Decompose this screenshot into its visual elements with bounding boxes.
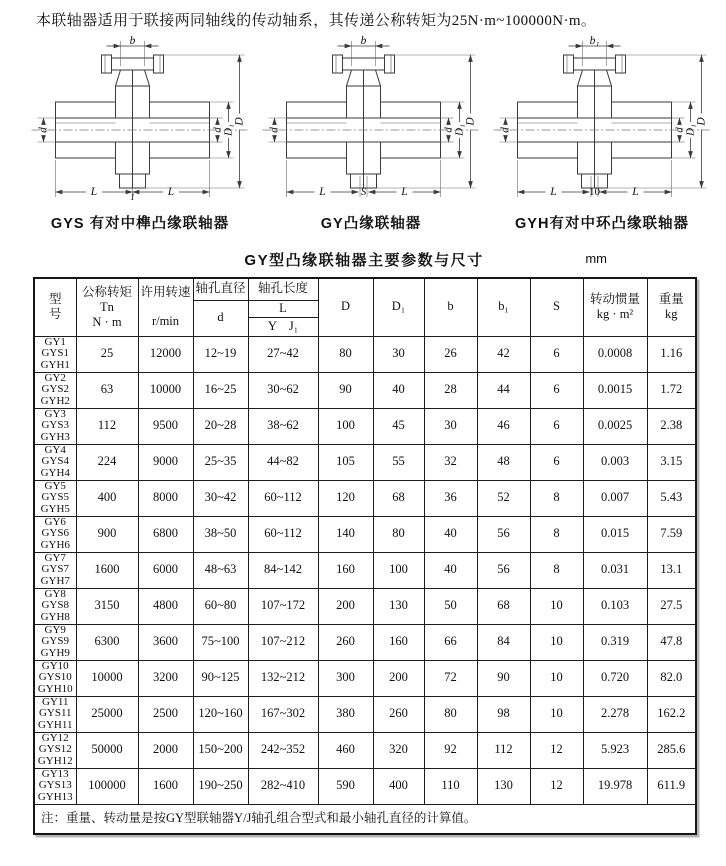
cell-torque: 400 [76, 480, 138, 516]
cell-bore-diameter: 60~80 [193, 588, 248, 624]
cell-speed: 8000 [138, 480, 193, 516]
cell-b1: 130 [477, 768, 530, 804]
figure-gy [257, 36, 485, 233]
cell-speed: 6000 [138, 552, 193, 588]
coupling-diagram-gyh [488, 36, 716, 208]
figures-row [0, 30, 726, 233]
figure-gys [26, 36, 254, 233]
dim-label: d [268, 127, 281, 133]
cell-D1: 68 [373, 480, 424, 516]
cell-torque: 3150 [76, 588, 138, 624]
cell-weight: 1.16 [647, 336, 696, 372]
cell-bore-length: 60~112 [248, 516, 318, 552]
cell-b: 50 [424, 588, 477, 624]
cell-bore-diameter: 48~63 [193, 552, 248, 588]
dim-label: d [673, 127, 686, 133]
cell-S: 8 [530, 516, 583, 552]
cell-D1: 320 [373, 732, 424, 768]
cell-bore-length: 30~62 [248, 372, 318, 408]
cell-weight: 5.43 [647, 480, 696, 516]
col-header-torque: 公称转矩 Tn N · m [76, 278, 138, 336]
table-title-row [33, 249, 695, 270]
cell-bore-length: 132~212 [248, 660, 318, 696]
cell-torque: 112 [76, 408, 138, 444]
cell-D1: 55 [373, 444, 424, 480]
cell-D: 80 [318, 336, 373, 372]
cell-torque: 25000 [76, 696, 138, 732]
cell-inertia: 0.015 [583, 516, 647, 552]
cell-inertia: 0.0008 [583, 336, 647, 372]
cell-model: GY4 GYS4 GYH4 [34, 444, 76, 480]
cell-inertia: 0.319 [583, 624, 647, 660]
cell-S: 6 [530, 336, 583, 372]
cell-D1: 30 [373, 336, 424, 372]
cell-speed: 12000 [138, 336, 193, 372]
coupling-diagram-gy [257, 36, 485, 208]
col-header-D: D [318, 278, 373, 336]
table-row [34, 624, 696, 660]
cell-D: 140 [318, 516, 373, 552]
coupling-diagram [488, 36, 716, 208]
col-header-bore-length: 轴孔长度 [248, 278, 318, 300]
cell-speed: 4800 [138, 588, 193, 624]
cell-inertia: 0.103 [583, 588, 647, 624]
cell-S: 12 [530, 768, 583, 804]
cell-b1: 44 [477, 372, 530, 408]
cell-model: GY9 GYS9 GYH9 [34, 624, 76, 660]
cell-model: GY3 GYS3 GYH3 [34, 408, 76, 444]
cell-model: GY6 GYS6 GYH6 [34, 516, 76, 552]
table-title: GY型凸缘联轴器主要参数与尺寸 [244, 252, 484, 269]
cell-S: 10 [530, 624, 583, 660]
table-row [34, 336, 696, 372]
cell-torque: 10000 [76, 660, 138, 696]
figure-caption-gy: GY凸缘联轴器 [320, 216, 422, 232]
cell-bore-diameter: 25~35 [193, 444, 248, 480]
cell-speed: 9000 [138, 444, 193, 480]
cell-bore-length: 60~112 [248, 480, 318, 516]
cell-bore-length: 107~172 [248, 588, 318, 624]
col-header-S: S [530, 278, 583, 336]
cell-b1: 112 [477, 732, 530, 768]
cell-bore-length: 38~62 [248, 408, 318, 444]
cell-b: 80 [424, 696, 477, 732]
col-header-bore-diameter: 轴孔直径 [193, 278, 248, 300]
cell-bore-length: 44~82 [248, 444, 318, 480]
cell-model: GY7 GYS7 GYH7 [34, 552, 76, 588]
table-row [34, 696, 696, 732]
cell-bore-length: 242~352 [248, 732, 318, 768]
table-row [34, 444, 696, 480]
cell-inertia: 19.978 [583, 768, 647, 804]
col-header-L: L [248, 300, 318, 317]
cell-weight: 611.9 [647, 768, 696, 804]
cell-inertia: 5.923 [583, 732, 647, 768]
cell-b1: 42 [477, 336, 530, 372]
cell-b: 30 [424, 408, 477, 444]
cell-bore-diameter: 38~50 [193, 516, 248, 552]
cell-D1: 160 [373, 624, 424, 660]
col-header-weight: 重量 kg [647, 278, 696, 336]
cell-bore-diameter: 150~200 [193, 732, 248, 768]
cell-weight: 162.2 [647, 696, 696, 732]
cell-D: 460 [318, 732, 373, 768]
cell-weight: 285.6 [647, 732, 696, 768]
cell-torque: 63 [76, 372, 138, 408]
dim-label-top: b [129, 36, 136, 47]
cell-model: GY12 GYS12 GYH12 [34, 732, 76, 768]
table-note: 注：重量、转动量是按GY型联轴器Y/J轴孔组合型式和最小轴孔直径的计算值。 [34, 804, 696, 834]
cell-b1: 68 [477, 588, 530, 624]
cell-S: 6 [530, 444, 583, 480]
cell-b1: 56 [477, 516, 530, 552]
figure-caption-gys: GYS 有对中榫凸缘联轴器 [50, 216, 230, 232]
dim-label: D₁ [684, 124, 697, 136]
cell-torque: 50000 [76, 732, 138, 768]
cell-weight: 82.0 [647, 660, 696, 696]
cell-b: 36 [424, 480, 477, 516]
cell-bore-diameter: 30~42 [193, 480, 248, 516]
dim-label: L [167, 186, 175, 198]
dim-label-gap: 10 [589, 186, 600, 198]
cell-weight: 7.59 [647, 516, 696, 552]
cell-D1: 45 [373, 408, 424, 444]
cell-model: GY13 GYS13 GYH13 [34, 768, 76, 804]
cell-D: 100 [318, 408, 373, 444]
cell-D1: 130 [373, 588, 424, 624]
cell-b: 110 [424, 768, 477, 804]
cell-bore-length: 167~302 [248, 696, 318, 732]
dim-label: L [319, 186, 326, 198]
cell-bore-diameter: 75~100 [193, 624, 248, 660]
table-row [34, 516, 696, 552]
cell-weight: 1.72 [647, 372, 696, 408]
cell-bore-diameter: 20~28 [193, 408, 248, 444]
cell-S: 10 [530, 660, 583, 696]
cell-bore-diameter: 120~160 [193, 696, 248, 732]
dim-label: d [211, 127, 224, 133]
cell-model: GY1 GYS1 GYH1 [34, 336, 76, 372]
cell-bore-diameter: 12~19 [193, 336, 248, 372]
cell-inertia: 0.0015 [583, 372, 647, 408]
cell-S: 10 [530, 588, 583, 624]
cell-b: 72 [424, 660, 477, 696]
cell-torque: 1600 [76, 552, 138, 588]
cell-b: 66 [424, 624, 477, 660]
dim-label-top: b [360, 36, 367, 47]
dim-label: D₁ [453, 124, 466, 136]
col-header-D1: D₁ [373, 278, 424, 336]
cell-bore-diameter: 16~25 [193, 372, 248, 408]
col-header-inertia: 转动惯量 kg · m² [583, 278, 647, 336]
table-row [34, 768, 696, 804]
cell-S: 12 [530, 732, 583, 768]
coupling-diagram [257, 36, 485, 208]
dim-label: L [401, 186, 408, 198]
cell-S: 6 [530, 372, 583, 408]
cell-speed: 9500 [138, 408, 193, 444]
cell-model: GY11 GYS11 GYH11 [34, 696, 76, 732]
dim-label-top: b₁ [589, 36, 600, 47]
cell-bore-length: 84~142 [248, 552, 318, 588]
col-header-YJ1: Y J₁ [248, 317, 318, 336]
cell-torque: 900 [76, 516, 138, 552]
figure-gyh [488, 36, 716, 233]
cell-D: 200 [318, 588, 373, 624]
table-unit-label: mm [585, 251, 607, 266]
cell-model: GY2 GYS2 GYH2 [34, 372, 76, 408]
dim-label: D [233, 117, 246, 126]
cell-weight: 47.8 [647, 624, 696, 660]
cell-b1: 90 [477, 660, 530, 696]
cell-weight: 3.15 [647, 444, 696, 480]
intro-text: 本联轴器适用于联接两同轴线的传动轴系，其传递公称转矩为25N·m~100000N·m。 [36, 13, 597, 29]
dim-label: D [695, 117, 708, 126]
cell-S: 8 [530, 552, 583, 588]
cell-b1: 56 [477, 552, 530, 588]
cell-D: 260 [318, 624, 373, 660]
cell-weight: 27.5 [647, 588, 696, 624]
cell-S: 8 [530, 480, 583, 516]
cell-speed: 3600 [138, 624, 193, 660]
cell-bore-length: 282~410 [248, 768, 318, 804]
cell-speed: 3200 [138, 660, 193, 696]
cell-bore-length: 107~212 [248, 624, 318, 660]
cell-D: 160 [318, 552, 373, 588]
cell-b: 92 [424, 732, 477, 768]
cell-speed: 1600 [138, 768, 193, 804]
cell-b1: 46 [477, 408, 530, 444]
col-header-speed: 许用转速 r/min [138, 278, 193, 336]
cell-D: 90 [318, 372, 373, 408]
cell-D1: 260 [373, 696, 424, 732]
col-header-b1: b₁ [477, 278, 530, 336]
dim-label: d [37, 127, 50, 133]
cell-b: 40 [424, 516, 477, 552]
cell-inertia: 0.003 [583, 444, 647, 480]
cell-speed: 10000 [138, 372, 193, 408]
cell-bore-diameter: 190~250 [193, 768, 248, 804]
cell-torque: 224 [76, 444, 138, 480]
cell-D1: 100 [373, 552, 424, 588]
cell-b: 26 [424, 336, 477, 372]
cell-torque: 100000 [76, 768, 138, 804]
dim-label-gap: 1 [130, 193, 135, 203]
col-header-b: b [424, 278, 477, 336]
cell-D: 300 [318, 660, 373, 696]
cell-b: 32 [424, 444, 477, 480]
dim-label-gap: S [360, 186, 367, 198]
cell-speed: 6800 [138, 516, 193, 552]
table-row [34, 660, 696, 696]
cell-S: 6 [530, 408, 583, 444]
coupling-diagram-gys [26, 36, 254, 208]
cell-inertia: 0.007 [583, 480, 647, 516]
cell-inertia: 0.720 [583, 660, 647, 696]
cell-D: 105 [318, 444, 373, 480]
table-row [34, 552, 696, 588]
cell-torque: 25 [76, 336, 138, 372]
cell-torque: 6300 [76, 624, 138, 660]
cell-speed: 2000 [138, 732, 193, 768]
cell-b1: 98 [477, 696, 530, 732]
cell-D: 120 [318, 480, 373, 516]
table-row [34, 408, 696, 444]
cell-inertia: 0.0025 [583, 408, 647, 444]
cell-weight: 2.38 [647, 408, 696, 444]
dim-label: L [550, 186, 557, 198]
cell-b: 28 [424, 372, 477, 408]
table-row [34, 732, 696, 768]
coupling-diagram [26, 36, 254, 208]
cell-D: 380 [318, 696, 373, 732]
dim-label: D [464, 117, 477, 126]
dim-label: L [632, 186, 639, 198]
cell-bore-length: 27~42 [248, 336, 318, 372]
cell-model: GY8 GYS8 GYH8 [34, 588, 76, 624]
cell-model: GY10 GYS10 GYH10 [34, 660, 76, 696]
cell-inertia: 2.278 [583, 696, 647, 732]
dim-label: L [90, 186, 98, 198]
cell-b1: 84 [477, 624, 530, 660]
cell-b1: 48 [477, 444, 530, 480]
figure-caption-gyh: GYH有对中环凸缘联轴器 [515, 216, 689, 232]
cell-S: 10 [530, 696, 583, 732]
cell-weight: 13.1 [647, 552, 696, 588]
dim-label: d [442, 127, 455, 133]
cell-D1: 200 [373, 660, 424, 696]
specs-table [33, 277, 697, 835]
cell-bore-diameter: 90~125 [193, 660, 248, 696]
table-row [34, 588, 696, 624]
cell-b1: 52 [477, 480, 530, 516]
cell-b: 40 [424, 552, 477, 588]
cell-speed: 2500 [138, 696, 193, 732]
cell-inertia: 0.031 [583, 552, 647, 588]
cell-D: 590 [318, 768, 373, 804]
cell-D1: 40 [373, 372, 424, 408]
table-row [34, 480, 696, 516]
dim-label: D₁ [222, 124, 235, 136]
cell-D1: 400 [373, 768, 424, 804]
cell-model: GY5 GYS5 GYH5 [34, 480, 76, 516]
table-row [34, 372, 696, 408]
col-header-model: 型 号 [34, 278, 76, 336]
col-header-d: d [193, 300, 248, 336]
cell-D1: 80 [373, 516, 424, 552]
dim-label: d [499, 127, 512, 133]
